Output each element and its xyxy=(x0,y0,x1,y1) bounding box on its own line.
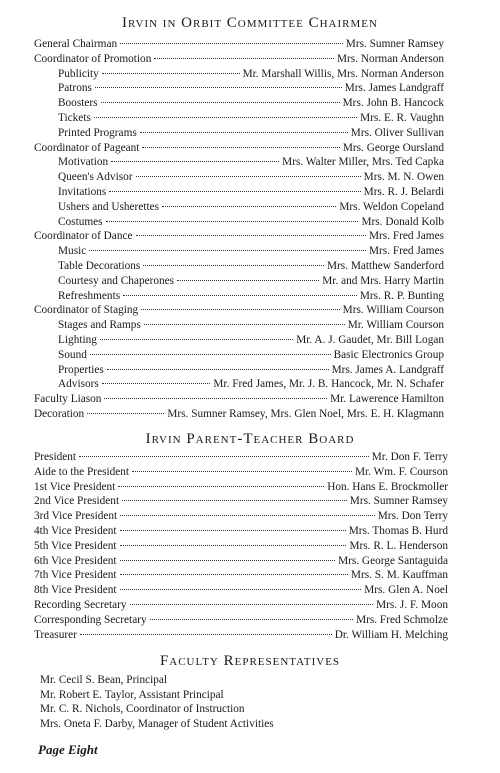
faculty-heading: Faculty Representatives xyxy=(159,653,341,669)
role-label: 2nd Vice President xyxy=(34,495,120,508)
person-name: Mrs. E. R. Vaughn xyxy=(360,111,444,124)
person-name: Mrs. S. M. Kauffman xyxy=(350,569,448,582)
dot-leader xyxy=(80,634,332,635)
board-list xyxy=(34,450,448,642)
role-label: Treasurer xyxy=(34,628,77,641)
role-label: Costumes xyxy=(58,215,103,228)
dot-leader xyxy=(141,309,340,310)
role-label: Courtesy and Chaperones xyxy=(58,274,175,287)
role-label: Music xyxy=(58,245,87,258)
dot-leader xyxy=(89,250,366,251)
list-item xyxy=(34,200,444,215)
person-name: Mrs. James A. Landgraff xyxy=(331,363,444,376)
dot-leader xyxy=(120,560,336,561)
person-name: Dr. William H. Melching xyxy=(334,628,448,641)
list-item xyxy=(34,289,444,304)
faculty-item: Mrs. Oneta F. Darby, Manager of Student Activities xyxy=(40,717,274,730)
dot-leader xyxy=(102,73,240,74)
list-item xyxy=(34,111,444,126)
role-label: Lighting xyxy=(58,333,97,346)
dot-leader xyxy=(136,235,366,236)
role-label: Stages and Ramps xyxy=(58,319,141,332)
role-label: Corresponding Secretary xyxy=(34,613,147,626)
role-label: Refreshments xyxy=(58,289,121,302)
faculty-item: Mr. C. R. Nichols, Coordinator of Instruction xyxy=(40,703,245,716)
person-name: Mrs. James Landgraff xyxy=(344,82,444,95)
role-label: 3rd Vice President xyxy=(34,510,118,523)
dot-leader xyxy=(102,383,211,384)
faculty-item: Mr. Robert E. Taylor, Assistant Principal xyxy=(40,688,224,701)
role-label: General Chairman xyxy=(34,38,118,50)
dot-leader xyxy=(107,369,329,370)
person-name: Mr. William Courson xyxy=(347,319,444,332)
dot-leader xyxy=(120,515,375,516)
person-name: Mr. Lawerence Hamilton xyxy=(330,393,444,406)
list-item xyxy=(34,583,448,598)
dot-leader xyxy=(136,176,361,177)
person-name: Mrs. John B. Hancock xyxy=(342,97,444,110)
list-item xyxy=(34,37,444,52)
person-name: Mrs. Matthew Sanderford xyxy=(326,259,444,272)
list-item xyxy=(34,465,448,480)
list-item xyxy=(34,81,444,96)
role-label: Recording Secretary xyxy=(34,598,127,611)
list-item xyxy=(34,407,444,422)
person-name: Mrs. Fred James xyxy=(369,245,444,258)
board-heading: Irvin Parent-Teacher Board xyxy=(145,431,355,447)
list-item xyxy=(34,155,444,170)
person-name: Mrs. Thomas B. Hurd xyxy=(348,524,448,537)
person-name: Mrs. Fred Schmolze xyxy=(356,613,448,626)
dot-leader xyxy=(143,265,324,266)
role-label: Faculty Liason xyxy=(34,393,102,406)
role-label: Coordinator of Pageant xyxy=(34,141,140,154)
person-name: Mrs. Oliver Sullivan xyxy=(350,126,444,139)
list-item xyxy=(34,96,444,111)
person-name: Mrs. Donald Kolb xyxy=(361,215,444,228)
person-name: Mr. and Mrs. Harry Martin xyxy=(322,274,444,287)
dot-leader xyxy=(123,295,357,296)
person-name: Mrs. Weldon Copeland xyxy=(339,200,444,213)
list-item xyxy=(34,244,444,259)
dot-leader xyxy=(130,604,374,605)
dot-leader xyxy=(101,102,340,103)
list-item xyxy=(34,392,444,407)
list-item xyxy=(34,613,448,628)
role-label: Sound xyxy=(58,348,87,361)
dot-leader xyxy=(132,471,352,472)
dot-leader xyxy=(120,545,347,546)
person-name: Mrs. Norman Anderson xyxy=(337,52,444,65)
person-name: Mrs. Sumner Ramsey, Mrs. Glen Noel, Mrs. E. H. Klagmann xyxy=(167,407,444,420)
dot-leader xyxy=(120,43,343,44)
role-label: 5th Vice President xyxy=(34,539,117,552)
role-label: Decoration xyxy=(34,407,85,420)
person-name: Mrs. R. L. Henderson xyxy=(349,539,448,552)
role-label: 4th Vice President xyxy=(34,524,117,537)
list-item xyxy=(34,303,444,318)
person-name: Mr. Don F. Terry xyxy=(371,451,448,463)
person-name: Mr. A. J. Gaudet, Mr. Bill Logan xyxy=(296,333,444,346)
dot-leader xyxy=(87,413,164,414)
list-item xyxy=(34,568,448,583)
role-label: Table Decorations xyxy=(58,259,141,272)
role-label: Publicity xyxy=(58,67,99,80)
person-name: Mrs. J. F. Moon xyxy=(376,598,448,611)
list-item xyxy=(34,554,448,569)
list-item xyxy=(34,539,448,554)
list-item xyxy=(34,524,448,539)
list-item xyxy=(34,215,444,230)
person-name: Mrs. Walter Miller, Mrs. Ted Capka xyxy=(282,156,444,169)
dot-leader xyxy=(79,456,369,457)
dot-leader xyxy=(94,117,357,118)
dot-leader xyxy=(118,486,324,487)
list-item xyxy=(34,318,444,333)
list-item xyxy=(34,494,448,509)
list-item xyxy=(34,52,444,67)
list-item xyxy=(34,628,448,643)
dot-leader xyxy=(154,58,334,59)
dot-leader xyxy=(162,206,336,207)
dot-leader xyxy=(104,398,327,399)
dot-leader xyxy=(144,324,345,325)
person-name: Mrs. R. J. Belardi xyxy=(363,185,444,198)
list-item xyxy=(34,377,444,392)
person-name: Mr. Marshall Willis, Mrs. Norman Anderson xyxy=(242,67,444,80)
person-name: Mrs. Don Terry xyxy=(377,510,448,523)
person-name: Mrs. M. N. Owen xyxy=(363,171,444,184)
role-label: 6th Vice President xyxy=(34,554,117,567)
role-label: 8th Vice President xyxy=(34,584,117,597)
dot-leader xyxy=(140,132,348,133)
dot-leader xyxy=(109,191,360,192)
faculty-item: Mr. Cecil S. Bean, Principal xyxy=(40,674,168,686)
dot-leader xyxy=(90,354,331,355)
role-label: Properties xyxy=(58,363,104,376)
list-item xyxy=(34,509,448,524)
list-item xyxy=(34,185,444,200)
dot-leader xyxy=(120,574,348,575)
role-label: 7th Vice President xyxy=(34,569,117,582)
list-item xyxy=(34,480,448,495)
page-number: Page Eight xyxy=(38,742,98,757)
person-name: Mr. Fred James, Mr. J. B. Hancock, Mr. N. Schafer xyxy=(213,378,444,391)
person-name: Mrs. George Santaguida xyxy=(338,554,448,567)
role-label: Tickets xyxy=(58,111,91,124)
list-item xyxy=(34,259,444,274)
person-name: Mrs. William Courson xyxy=(342,304,444,317)
dot-leader xyxy=(95,87,342,88)
role-label: Invitations xyxy=(58,185,107,198)
role-label: Coordinator of Staging xyxy=(34,304,139,317)
person-name: Mrs. Sumner Ramsey xyxy=(349,495,448,508)
role-label: Printed Programs xyxy=(58,126,137,139)
role-label: Boosters xyxy=(58,97,98,110)
person-name: Mrs. Glen A. Noel xyxy=(364,584,448,597)
role-label: Advisors xyxy=(58,378,99,391)
role-label: Aide to the President xyxy=(34,465,130,478)
dot-leader xyxy=(177,280,319,281)
committee-list xyxy=(34,37,444,422)
dot-leader xyxy=(120,589,362,590)
role-label: Coordinator of Promotion xyxy=(34,52,152,65)
person-name: Mrs. R. P. Bunting xyxy=(359,289,444,302)
dot-leader xyxy=(120,530,346,531)
person-name: Mrs. George Oursland xyxy=(342,141,444,154)
role-label: Coordinator of Dance xyxy=(34,230,133,243)
role-label: President xyxy=(34,451,77,463)
person-name: Mrs. Fred James xyxy=(369,230,444,243)
person-name: Hon. Hans E. Brockmoller xyxy=(327,480,448,493)
faculty-list xyxy=(40,673,470,731)
dot-leader xyxy=(150,619,353,620)
person-name: Mr. Wm. F. Courson xyxy=(354,465,448,478)
dot-leader xyxy=(100,339,293,340)
list-item xyxy=(34,229,444,244)
list-item xyxy=(34,450,448,465)
committee-heading: Irvin in Orbit Committee Chairmen xyxy=(122,15,378,31)
list-item xyxy=(34,67,444,82)
person-name: Basic Electronics Group xyxy=(333,348,444,361)
list-item xyxy=(34,363,444,378)
list-item xyxy=(34,598,448,613)
role-label: 1st Vice President xyxy=(34,480,116,493)
dot-leader xyxy=(122,500,347,501)
dot-leader xyxy=(106,221,359,222)
list-item xyxy=(34,348,444,363)
list-item xyxy=(34,126,444,141)
role-label: Ushers and Usherettes xyxy=(58,200,160,213)
list-item xyxy=(34,333,444,348)
list-item xyxy=(34,274,444,289)
dot-leader xyxy=(111,161,279,162)
list-item xyxy=(34,170,444,185)
dot-leader xyxy=(142,147,339,148)
list-item xyxy=(34,141,444,156)
role-label: Motivation xyxy=(58,156,109,169)
person-name: Mrs. Sumner Ramsey xyxy=(345,38,444,50)
role-label: Queen's Advisor xyxy=(58,171,133,184)
role-label: Patrons xyxy=(58,82,92,95)
